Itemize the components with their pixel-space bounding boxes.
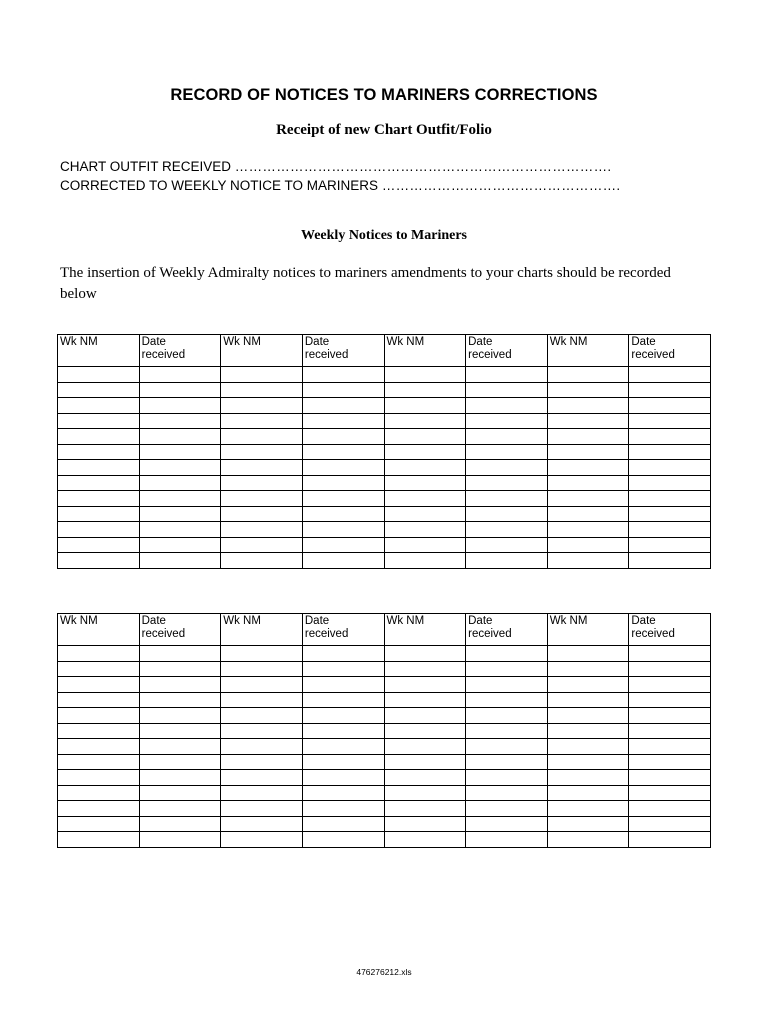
table-cell <box>466 429 548 445</box>
table-cell <box>629 754 711 770</box>
table-cell <box>302 444 384 460</box>
table-cell <box>58 553 140 569</box>
table-cell <box>466 661 548 677</box>
table-row <box>58 413 711 429</box>
table-cell <box>221 475 303 491</box>
table-header-row <box>58 614 711 646</box>
table-cell <box>221 553 303 569</box>
table-cell <box>58 413 140 429</box>
document-title: RECORD OF NOTICES TO MARINERS CORRECTIONS <box>170 86 598 104</box>
table-cell <box>58 770 140 786</box>
table-cell <box>384 770 466 786</box>
table-cell <box>139 537 221 553</box>
table-cell <box>629 398 711 414</box>
table-cell <box>384 723 466 739</box>
table-cell <box>466 367 548 383</box>
table-cell <box>221 382 303 398</box>
table-cell <box>466 491 548 507</box>
table-cell <box>466 754 548 770</box>
table-cell <box>547 522 629 538</box>
table-row <box>58 754 711 770</box>
table-cell <box>58 382 140 398</box>
table-cell <box>384 661 466 677</box>
table-cell <box>547 367 629 383</box>
column-header: Wk NM <box>58 614 140 646</box>
table-cell <box>58 429 140 445</box>
table-cell <box>547 677 629 693</box>
table-cell <box>58 739 140 755</box>
table-cell <box>547 398 629 414</box>
table-cell <box>466 444 548 460</box>
table-cell <box>547 537 629 553</box>
section-heading: Weekly Notices to Mariners <box>300 228 467 243</box>
table-cell <box>302 723 384 739</box>
table-cell <box>629 692 711 708</box>
table-cell <box>139 661 221 677</box>
column-header: Date received <box>629 335 711 367</box>
table-cell <box>547 553 629 569</box>
table-cell <box>384 367 466 383</box>
table-cell <box>58 475 140 491</box>
table-cell <box>466 723 548 739</box>
table-cell <box>139 429 221 445</box>
column-header: Date received <box>302 614 384 646</box>
table-cell <box>221 398 303 414</box>
table-cell <box>58 444 140 460</box>
column-header: Date received <box>466 614 548 646</box>
table-cell <box>221 754 303 770</box>
table-cell <box>629 429 711 445</box>
table-cell <box>139 491 221 507</box>
table-cell <box>629 739 711 755</box>
table-cell <box>302 475 384 491</box>
table-cell <box>547 754 629 770</box>
table-cell <box>221 692 303 708</box>
table-cell <box>302 754 384 770</box>
table-cell <box>302 677 384 693</box>
table-cell <box>221 506 303 522</box>
table-cell <box>547 692 629 708</box>
table-cell <box>466 832 548 848</box>
column-header: Wk NM <box>384 335 466 367</box>
document-subtitle: Receipt of new Chart Outfit/Folio <box>276 122 492 138</box>
table-cell <box>629 491 711 507</box>
table-cell <box>221 444 303 460</box>
table-cell <box>139 832 221 848</box>
table-cell <box>221 723 303 739</box>
table-cell <box>547 429 629 445</box>
table-cell <box>547 506 629 522</box>
table-cell <box>58 646 140 662</box>
table-row <box>58 553 711 569</box>
table-cell <box>629 506 711 522</box>
table-cell <box>466 816 548 832</box>
table-cell <box>547 801 629 817</box>
table-cell <box>58 491 140 507</box>
table-cell <box>384 398 466 414</box>
table-cell <box>58 398 140 414</box>
table-cell <box>139 522 221 538</box>
table-cell <box>384 522 466 538</box>
table-cell <box>58 506 140 522</box>
table-cell <box>629 785 711 801</box>
table-cell <box>58 723 140 739</box>
table-cell <box>302 801 384 817</box>
table-row <box>58 708 711 724</box>
table-cell <box>629 661 711 677</box>
table-cell <box>629 646 711 662</box>
table-cell <box>139 506 221 522</box>
table-cell <box>547 661 629 677</box>
table-cell <box>629 444 711 460</box>
table-cell <box>221 770 303 786</box>
table-cell <box>629 413 711 429</box>
table-cell <box>384 475 466 491</box>
table-cell <box>384 785 466 801</box>
table-cell <box>466 677 548 693</box>
table-row <box>58 475 711 491</box>
table-cell <box>302 429 384 445</box>
table-row <box>58 816 711 832</box>
table-cell <box>221 491 303 507</box>
table-cell <box>221 708 303 724</box>
table-cell <box>302 382 384 398</box>
table-cell <box>466 506 548 522</box>
table-cell <box>302 785 384 801</box>
table-cell <box>547 708 629 724</box>
table-cell <box>139 723 221 739</box>
table-cell <box>58 677 140 693</box>
table-cell <box>384 646 466 662</box>
table-cell <box>139 444 221 460</box>
table-cell <box>629 723 711 739</box>
table-cell <box>302 646 384 662</box>
table-cell <box>547 444 629 460</box>
corrected-to-weekly-notice-field <box>60 178 620 193</box>
table-cell <box>58 832 140 848</box>
table-cell <box>629 677 711 693</box>
table-row <box>58 770 711 786</box>
table-cell <box>384 801 466 817</box>
table-cell <box>302 537 384 553</box>
table-cell <box>629 367 711 383</box>
column-header: Date received <box>139 335 221 367</box>
table-cell <box>547 491 629 507</box>
table-cell <box>384 429 466 445</box>
table-row <box>58 444 711 460</box>
table-cell <box>547 816 629 832</box>
table-cell <box>629 832 711 848</box>
table-cell <box>302 832 384 848</box>
table-row <box>58 661 711 677</box>
table-cell <box>466 460 548 476</box>
table-cell <box>547 785 629 801</box>
column-header: Date received <box>629 614 711 646</box>
table-cell <box>221 785 303 801</box>
table-cell <box>302 553 384 569</box>
table-cell <box>466 692 548 708</box>
table-cell <box>139 460 221 476</box>
table-cell <box>139 382 221 398</box>
table-cell <box>547 382 629 398</box>
table-cell <box>547 770 629 786</box>
table-cell <box>384 553 466 569</box>
table-row <box>58 537 711 553</box>
table-cell <box>58 816 140 832</box>
table-cell <box>302 661 384 677</box>
table-cell <box>384 506 466 522</box>
table-cell <box>384 832 466 848</box>
table-cell <box>302 692 384 708</box>
table-cell <box>384 739 466 755</box>
table-cell <box>221 367 303 383</box>
column-header: Wk NM <box>547 335 629 367</box>
table-cell <box>466 398 548 414</box>
table-header-row <box>58 335 711 367</box>
table-cell <box>139 646 221 662</box>
table-cell <box>58 801 140 817</box>
table-cell <box>466 785 548 801</box>
table-row <box>58 739 711 755</box>
field-label: CHART OUTFIT RECEIVED <box>60 159 232 174</box>
table-cell <box>384 413 466 429</box>
table-cell <box>139 475 221 491</box>
table-cell <box>139 398 221 414</box>
table-cell <box>629 553 711 569</box>
table-cell <box>466 522 548 538</box>
field-label: CORRECTED TO WEEKLY NOTICE TO MARINERS <box>60 178 379 193</box>
table-cell <box>221 816 303 832</box>
table-cell <box>302 398 384 414</box>
column-header: Wk NM <box>384 614 466 646</box>
table-cell <box>384 382 466 398</box>
table-cell <box>384 444 466 460</box>
table-row <box>58 646 711 662</box>
column-header: Wk NM <box>221 335 303 367</box>
column-header: Date received <box>302 335 384 367</box>
table-cell <box>139 770 221 786</box>
table-cell <box>139 739 221 755</box>
table-row <box>58 692 711 708</box>
table-cell <box>221 522 303 538</box>
table-row <box>58 785 711 801</box>
table-cell <box>302 491 384 507</box>
table-cell <box>58 522 140 538</box>
table-cell <box>221 661 303 677</box>
table-cell <box>139 801 221 817</box>
column-header: Date received <box>139 614 221 646</box>
table-cell <box>629 475 711 491</box>
table-cell <box>629 770 711 786</box>
page-footer-filename: 476276212.xls <box>356 967 412 977</box>
table-row <box>58 723 711 739</box>
chart-outfit-received-field <box>60 159 611 174</box>
table-cell <box>302 522 384 538</box>
table-cell <box>547 739 629 755</box>
table-cell <box>302 739 384 755</box>
table-cell <box>302 816 384 832</box>
field-dotted-line: ………………………………………………………………………. <box>234 159 612 174</box>
table-cell <box>221 677 303 693</box>
table-cell <box>302 770 384 786</box>
column-header: Wk NM <box>547 614 629 646</box>
table-cell <box>629 537 711 553</box>
table-cell <box>466 708 548 724</box>
table-cell <box>221 832 303 848</box>
table-row <box>58 460 711 476</box>
table-cell <box>466 537 548 553</box>
column-header: Date received <box>466 335 548 367</box>
table-cell <box>139 367 221 383</box>
table-cell <box>139 677 221 693</box>
table-cell <box>302 413 384 429</box>
table-cell <box>302 708 384 724</box>
table-cell <box>221 739 303 755</box>
table-cell <box>466 770 548 786</box>
table-row <box>58 398 711 414</box>
table-cell <box>139 708 221 724</box>
notices-log-table-2 <box>57 613 711 848</box>
table-cell <box>139 692 221 708</box>
table-cell <box>221 429 303 445</box>
table-cell <box>629 708 711 724</box>
table-cell <box>629 816 711 832</box>
table-cell <box>384 754 466 770</box>
table-cell <box>58 708 140 724</box>
table-cell <box>221 413 303 429</box>
table-cell <box>384 677 466 693</box>
table-cell <box>221 646 303 662</box>
table-cell <box>466 801 548 817</box>
table-cell <box>58 785 140 801</box>
table-row <box>58 491 711 507</box>
table-cell <box>384 537 466 553</box>
table-cell <box>139 553 221 569</box>
table-cell <box>466 413 548 429</box>
column-header: Wk NM <box>221 614 303 646</box>
table-cell <box>139 754 221 770</box>
table-cell <box>384 692 466 708</box>
table-cell <box>139 413 221 429</box>
table-cell <box>384 816 466 832</box>
table-cell <box>221 460 303 476</box>
table-cell <box>547 460 629 476</box>
table-cell <box>547 832 629 848</box>
table-row <box>58 832 711 848</box>
table-cell <box>384 460 466 476</box>
table-row <box>58 801 711 817</box>
table-cell <box>547 723 629 739</box>
table-cell <box>629 522 711 538</box>
table-cell <box>302 460 384 476</box>
table-cell <box>139 785 221 801</box>
table-cell <box>302 367 384 383</box>
table-cell <box>466 646 548 662</box>
table-cell <box>466 382 548 398</box>
table-cell <box>629 460 711 476</box>
table-cell <box>58 661 140 677</box>
table-cell <box>547 475 629 491</box>
table-cell <box>58 367 140 383</box>
column-header: Wk NM <box>58 335 140 367</box>
table-cell <box>629 382 711 398</box>
table-row <box>58 677 711 693</box>
table-cell <box>302 506 384 522</box>
table-cell <box>58 460 140 476</box>
table-cell <box>466 553 548 569</box>
table-cell <box>221 537 303 553</box>
instructions-text: The insertion of Weekly Admiralty notices to mariners amendments to your charts should be recorded below <box>60 265 671 302</box>
notices-log-table-1 <box>57 334 711 569</box>
table-cell <box>58 537 140 553</box>
field-dotted-line: ……………………………………………. <box>381 178 621 193</box>
table-row <box>58 382 711 398</box>
table-cell <box>221 801 303 817</box>
table-cell <box>466 739 548 755</box>
table-cell <box>384 708 466 724</box>
table-cell <box>466 475 548 491</box>
table-row <box>58 429 711 445</box>
table-cell <box>547 646 629 662</box>
table-row <box>58 367 711 383</box>
table-cell <box>384 491 466 507</box>
table-cell <box>58 754 140 770</box>
table-cell <box>547 413 629 429</box>
table-row <box>58 522 711 538</box>
table-cell <box>58 692 140 708</box>
table-cell <box>629 801 711 817</box>
table-cell <box>139 816 221 832</box>
table-row <box>58 506 711 522</box>
